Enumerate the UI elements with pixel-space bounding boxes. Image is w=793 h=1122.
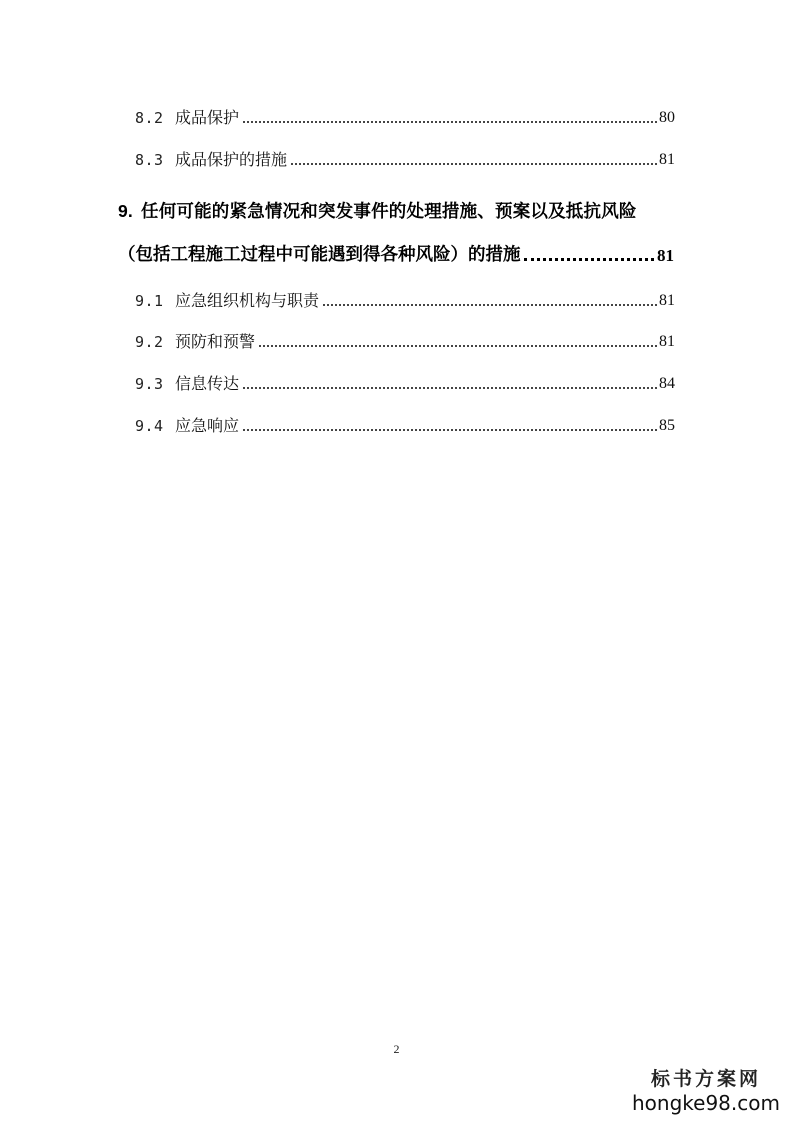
toc-dot-leader [259, 345, 657, 347]
toc-entry-number: 8.2 [135, 109, 164, 127]
toc-entry-page: 81 [659, 151, 675, 168]
watermark-url-text: hongke98.com [632, 1091, 780, 1115]
toc-entry-9-4[interactable] [135, 412, 675, 436]
toc-dot-leader [291, 163, 657, 165]
toc-entry-number: 9.4 [135, 417, 164, 435]
toc-entry-number: 9.1 [135, 292, 164, 310]
toc-entry-title: 应急组织机构与职责 [175, 291, 320, 310]
toc-entry-9-2[interactable] [135, 328, 675, 352]
chapter-title-text-cont: （包括工程施工过程中可能遇到得各种风险）的措施 [118, 245, 521, 265]
toc-entry-8-2[interactable] [135, 104, 675, 128]
toc-entry-page: 81 [659, 333, 675, 350]
toc-entry-title: 信息传达 [175, 374, 240, 393]
toc-entry-page: 84 [659, 375, 675, 392]
chapter-title-line-1 [118, 198, 637, 223]
toc-entry-number: 9.3 [135, 375, 164, 393]
toc-entry-9-1[interactable] [135, 287, 675, 311]
page-number: 2 [393, 1042, 400, 1056]
chapter-title-text: 任何可能的紧急情况和突发事件的处理措施、预案以及抵抗风险 [141, 202, 637, 222]
chapter-title-line-2 [118, 241, 674, 266]
toc-dot-leader [243, 429, 657, 431]
watermark-logo [631, 1068, 781, 1116]
watermark-chinese-text: 标书方案网 [650, 1068, 761, 1090]
toc-dot-leader [323, 304, 657, 306]
toc-entry-9-3[interactable] [135, 370, 675, 394]
toc-entry-title: 成品保护 [175, 108, 240, 127]
toc-dot-leader [243, 121, 657, 123]
toc-entry-page: 80 [659, 109, 675, 126]
toc-entry-title: 成品保护的措施 [175, 150, 288, 169]
chapter-page-number: 81 [657, 246, 674, 265]
toc-entry-title: 预防和预警 [175, 332, 256, 351]
toc-entry-number: 9.2 [135, 333, 164, 351]
toc-entry-title: 应急响应 [175, 416, 240, 435]
chapter-number: 9. [118, 201, 133, 221]
toc-entry-page: 81 [659, 292, 675, 309]
toc-dot-leader [243, 387, 657, 389]
toc-entry-number: 8.3 [135, 151, 164, 169]
toc-entry-8-3[interactable] [135, 146, 675, 170]
chapter-dot-leader [524, 258, 655, 261]
toc-entry-page: 85 [659, 417, 675, 434]
